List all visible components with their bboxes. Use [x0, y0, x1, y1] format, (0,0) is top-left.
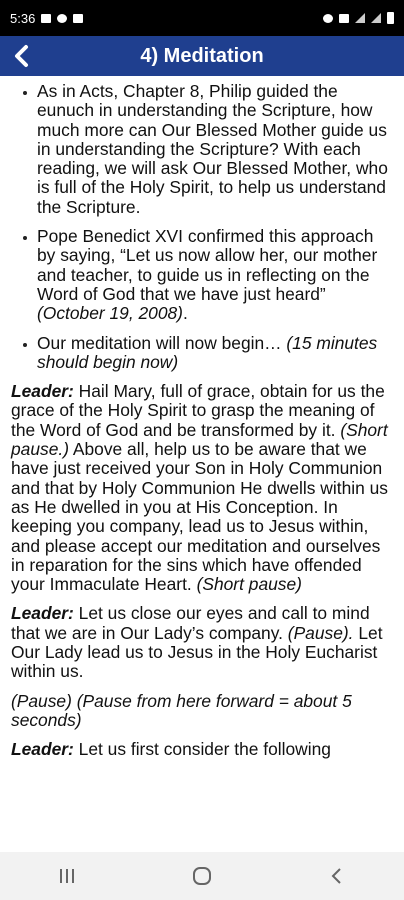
leader-paragraph: [11, 604, 392, 681]
system-back-button[interactable]: [307, 856, 367, 896]
bullet-text: As in Acts, Chapter 8, Philip guided the eunuch in understanding the Scripture, how much more can Our Blessed Mother guide us in understanding the Scripture? With each reading, we will ask Our Blessed Mother, who is full of the Holy Spirit, to help us understand the Scripture.: [37, 81, 388, 217]
bullet-text: Pope Benedict XVI confirmed this approach by saying, “Let us now allow her, our mother and teacher, to guide us in reflecting on the Word of God that we have just heard”: [37, 226, 378, 304]
meditation-content[interactable]: [0, 76, 404, 852]
status-right: [323, 12, 394, 24]
bullet-list: [11, 82, 392, 372]
bullet-text: Our meditation will now begin…: [37, 332, 287, 353]
mute-icon: [339, 14, 349, 23]
list-item: [37, 334, 392, 373]
page-title: 4) Meditation: [140, 44, 264, 67]
leader-label: Leader:: [11, 739, 74, 760]
leader-paragraph: [11, 382, 392, 594]
pause-note: (Short pause): [196, 574, 302, 595]
status-left: [10, 11, 83, 26]
paragraph-text: Above all, help us to be aware that we have just received your Son in Holy Communion and that by Holy Communion He dwells within us as He dwelled in you at His Conception. In keeping you company, lead us to Jesus within, and please accept our meditation and ourselves in reparation for the sins which have offended your Immaculate Heart.: [11, 439, 388, 595]
notification-icon: [73, 14, 83, 23]
pause-paragraph: (Pause) (Pause from here forward = about 5 seconds): [11, 690, 352, 730]
notification-icon: [57, 14, 67, 23]
status-time: 5:36: [10, 10, 36, 26]
leader-label: Leader:: [11, 381, 74, 402]
leader-label: Leader:: [11, 603, 74, 624]
status-bar: [0, 0, 404, 36]
back-button[interactable]: [6, 40, 38, 72]
wifi-icon: [355, 13, 365, 23]
recent-apps-button[interactable]: [37, 856, 97, 896]
bullet-suffix: .: [182, 303, 188, 324]
leader-paragraph: [11, 740, 392, 759]
list-item: [37, 82, 392, 217]
paragraph-text: Let us close our eyes and call to mind that we are in Our Lady’s company.: [11, 603, 370, 643]
paragraph-text: Hail Mary, full of grace, obtain for us the grace of the Holy Spirit to grasp the meaning of the Word of God and be transformed by it.: [11, 381, 385, 440]
paragraph-text: Let Our Lady lead us to Jesus in the Holy Eucharist within us.: [11, 622, 383, 682]
home-button[interactable]: [172, 856, 232, 896]
battery-icon: [387, 12, 394, 24]
notification-icon: [41, 14, 51, 23]
home-icon: [192, 866, 212, 886]
app-bar: [0, 36, 404, 76]
timing-note: (15 minutes should begin now): [37, 332, 378, 372]
chevron-left-icon: [12, 44, 32, 68]
citation: (October 19, 2008): [37, 303, 183, 324]
signal-icon: [371, 13, 381, 23]
list-item: [37, 227, 392, 323]
pause-note: (Short pause.): [11, 419, 388, 460]
pause-note: (Pause).: [287, 622, 354, 643]
alarm-icon: [323, 14, 333, 23]
system-nav-bar: [0, 852, 404, 900]
recent-apps-icon: [57, 867, 77, 885]
paragraph-text: Let us first consider the following: [73, 739, 331, 760]
back-icon: [330, 867, 344, 885]
